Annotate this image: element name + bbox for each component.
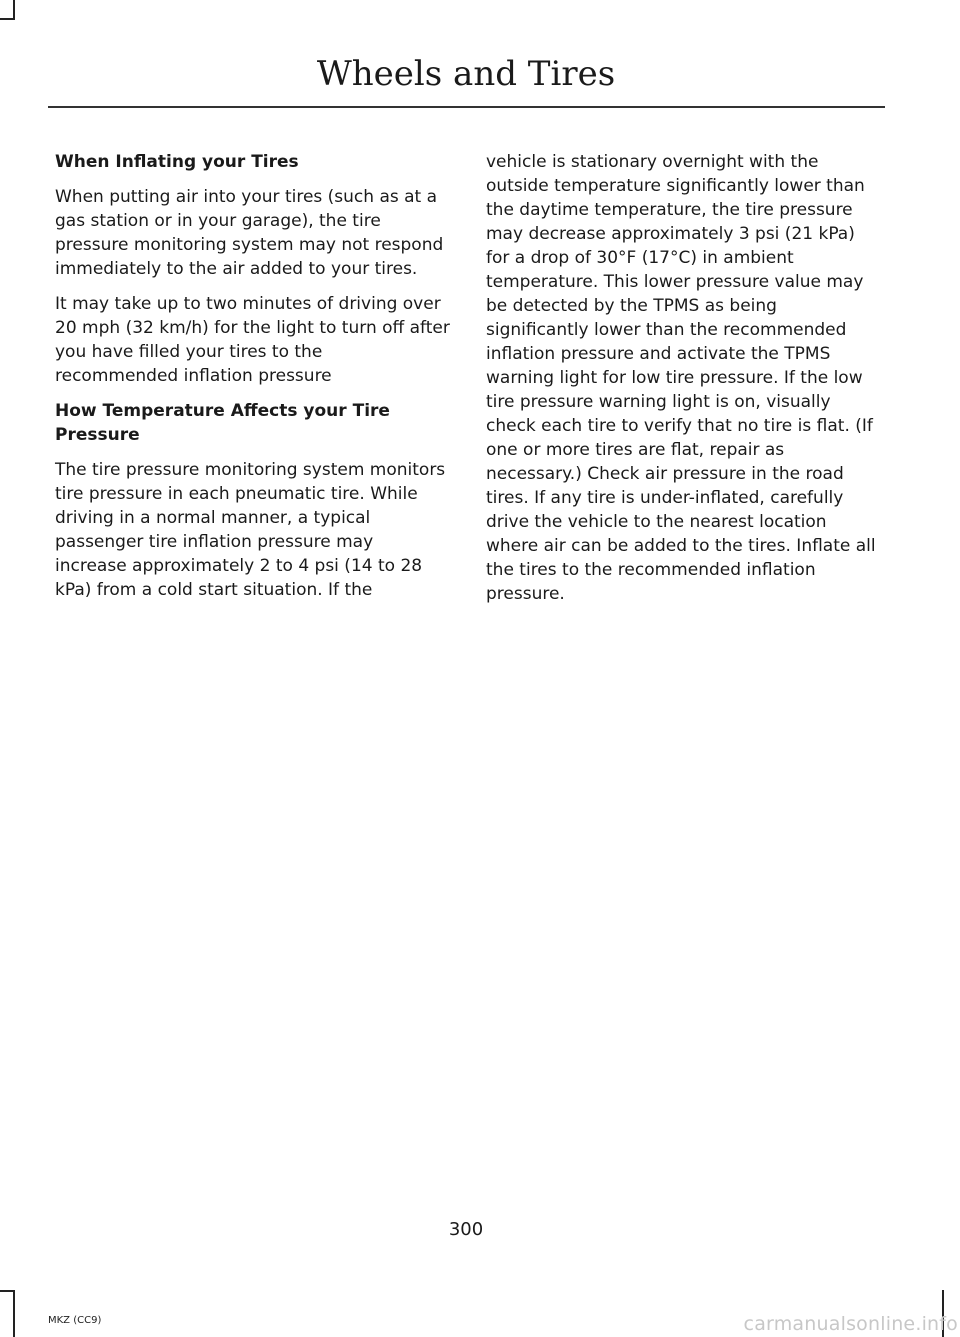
crop-mark-bottom-left-horizontal <box>0 1290 15 1292</box>
crop-mark-bottom-left-vertical <box>13 1290 15 1337</box>
crop-mark-top-left-vertical <box>13 0 15 20</box>
page-number: 300 <box>448 1219 484 1240</box>
paragraph-temperature-2: vehicle is stationary overnight with the outside temperature significantly lower than the daytime temperature, the tire pressure may decrease approximately 3 psi (21 kPa) for a drop of 30°F (17°C) in ambient temperature. This lower pressure value may be detected by the TPMS as being significantly lower than the recommended inflation pressure and activate the TPMS warning light for low tire pressure. If the low tire pressure warning light is on, visually check each tire to verify that no tire is flat. (If one or more tires are flat, repair as necessary.) Check air pressure in the road tires. If any tire is under-inflated, carefully drive the vehicle to the nearest location where air can be added to the tires. Inflate all the tires to the recommended inflation pressure. <box>486 152 876 604</box>
header-divider <box>48 106 885 108</box>
paragraph-temperature-1: The tire pressure monitoring system monitors tire pressure in each pneumatic tire. While driving in a normal manner, a typical passenger tire inflation pressure may increase approximately 2 to 4 psi (14 to 28 kPa) from a cold start situation. If the <box>55 460 446 600</box>
watermark: carmanualsonline.info <box>743 1313 958 1335</box>
paragraph-inflating-2: It may take up to two minutes of driving over 20 mph (32 km/h) for the light to turn off after you have filled your tires to the recommended inflation pressure <box>55 294 450 386</box>
model-code: MKZ (CC9) <box>48 1315 102 1326</box>
paragraph-inflating-1: When putting air into your tires (such as at a gas station or in your garage), the tire pressure monitoring system may not respond immediately to the air added to your tires. <box>55 187 444 279</box>
page-title: Wheels and Tires <box>316 54 616 94</box>
right-column <box>486 150 881 617</box>
left-column <box>55 150 450 613</box>
crop-mark-top-left-horizontal <box>0 18 15 20</box>
section-heading-inflating: When Inflating your Tires <box>55 152 299 172</box>
section-heading-temperature: How Temperature Affects your Tire Pressure <box>55 401 390 445</box>
